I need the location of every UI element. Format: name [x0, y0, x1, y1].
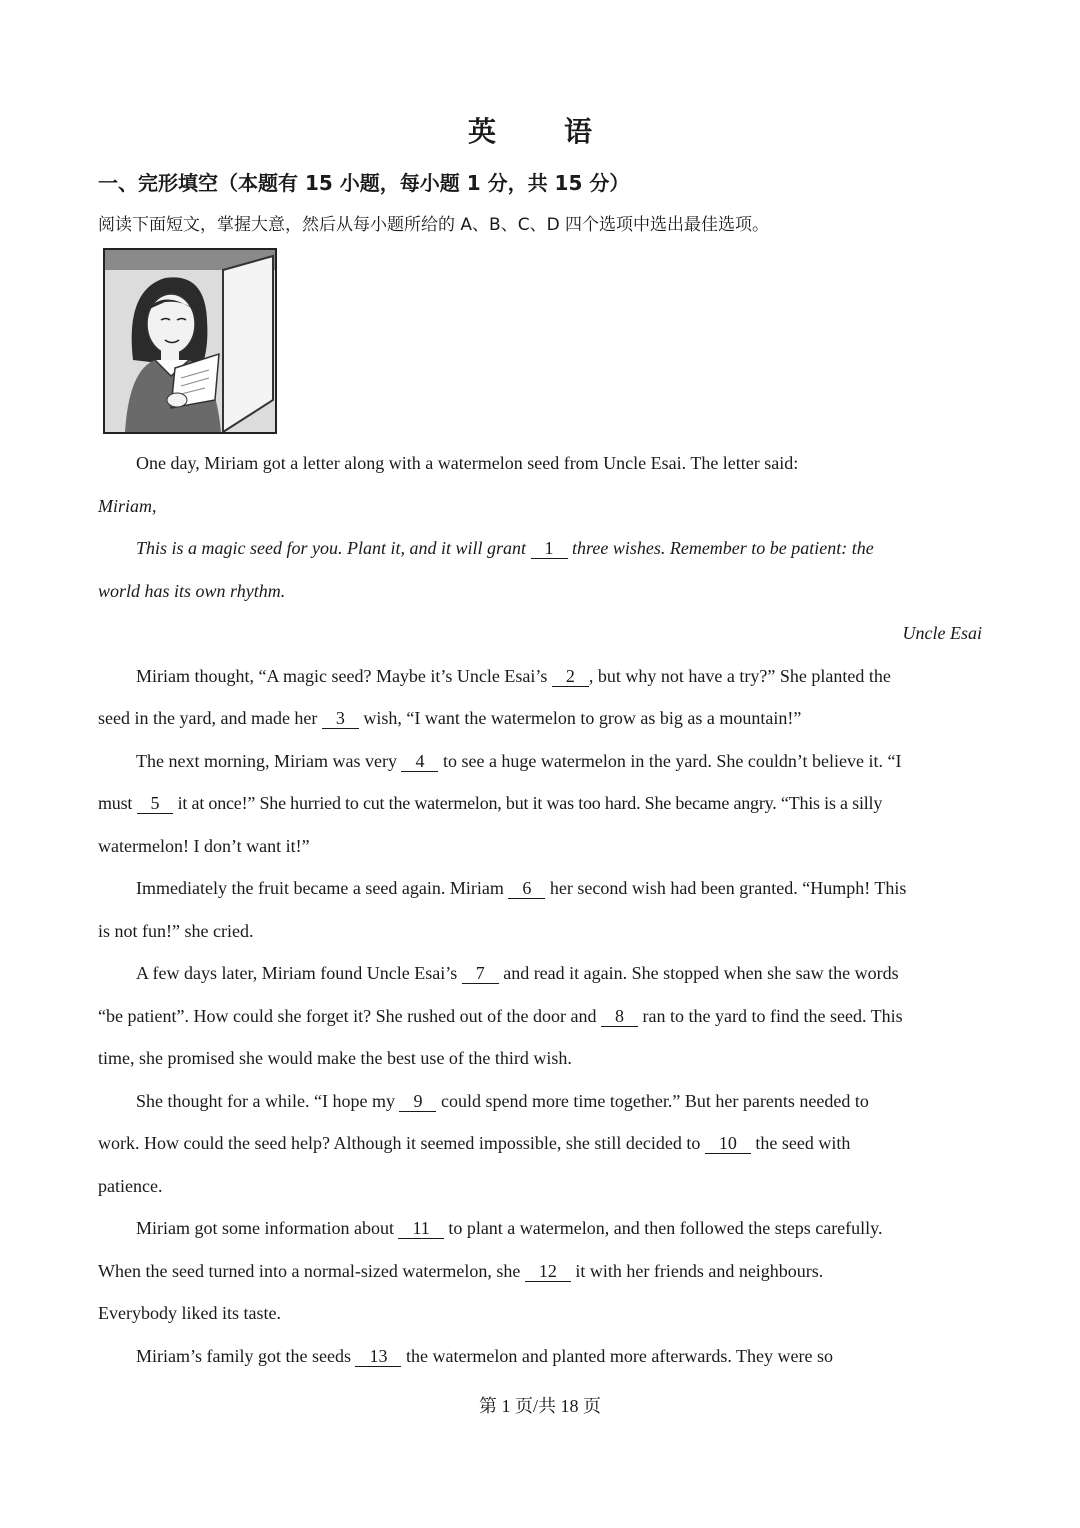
- passage-text: A few days later, Miriam found Uncle Esai’s: [136, 963, 462, 983]
- passage-text: One day, Miriam got a letter along with a watermelon seed from Uncle Esai. The letter said:: [136, 453, 799, 473]
- passage-text: and read it again. She stopped when she saw the words: [498, 963, 899, 983]
- blank-7: 7: [462, 963, 499, 984]
- passage-text: ran to the yard to find the seed. This: [638, 1005, 903, 1026]
- passage-text: three wishes. Remember to be patient: the: [567, 538, 874, 558]
- passage-line: [98, 1207, 982, 1250]
- passage-text: wish, “I want the watermelon to grow as big as a mountain!”: [358, 708, 802, 728]
- blank-12: 12: [525, 1261, 571, 1282]
- passage-text: She thought for a while. “I hope my: [136, 1090, 400, 1111]
- passage-text: Immediately the fruit became a seed again. Miriam: [136, 878, 509, 898]
- passage-line: [98, 995, 982, 1038]
- passage-text: her second wish had been granted. “Humph! This: [545, 878, 907, 898]
- blank-11: 11: [398, 1218, 443, 1239]
- passage-line: [98, 740, 982, 783]
- passage-line: [98, 1335, 982, 1378]
- passage-text: to see a huge watermelon in the yard. She couldn’t believe it. “I: [438, 750, 902, 771]
- passage-text: seed in the yard, and made her: [98, 708, 322, 728]
- passage-line: [98, 782, 982, 825]
- passage-text: the seed with: [750, 1133, 851, 1153]
- passage-line: [98, 655, 982, 698]
- passage-text: Miriam,: [98, 495, 157, 516]
- passage-text: could spend more time together.” But her parents needed to: [436, 1090, 869, 1111]
- passage-text: is not fun!” she cried.: [98, 920, 254, 941]
- passage-line: [98, 867, 982, 910]
- passage-line: [98, 1080, 982, 1123]
- passage-text: watermelon! I don’t want it!”: [98, 835, 310, 856]
- passage-text: Miriam’s family got the seeds: [136, 1345, 356, 1366]
- passage-text: world has its own rhythm.: [98, 580, 286, 601]
- passage-text: must: [98, 793, 137, 813]
- passage-line: [98, 1250, 982, 1293]
- passage-line: [98, 910, 982, 953]
- blank-13: 13: [355, 1346, 401, 1367]
- blank-5: 5: [137, 793, 174, 814]
- passage-text: When the seed turned into a normal-sized watermelon, she: [98, 1260, 525, 1281]
- passage-line: [98, 952, 982, 995]
- passage-line: [98, 1292, 982, 1335]
- section-heading: 一、完形填空（本题有 15 小题，每小题 1 分，共 15 分）: [98, 171, 630, 195]
- blank-6: 6: [508, 878, 545, 899]
- blank-4: 4: [401, 751, 438, 772]
- blank-8: 8: [601, 1006, 638, 1027]
- illustration-girl-reading-letter: [103, 248, 277, 434]
- blank-10: 10: [705, 1133, 751, 1154]
- section-instruction: 阅读下面短文，掌握大意，然后从每小题所给的 A、B、C、D 四个选项中选出最佳选项。: [98, 215, 770, 235]
- passage-line: [98, 1165, 982, 1208]
- passage-text: it at once!” She hurried to cut the watermelon, but it was too hard. She became angry. “This is a silly: [173, 793, 883, 813]
- passage-line: [98, 697, 982, 740]
- passage-text: This is a magic seed for you. Plant it, and it will grant: [136, 538, 531, 558]
- passage-text: to plant a watermelon, and then followed the steps carefully.: [443, 1218, 883, 1238]
- passage-text: “be patient”. How could she forget it? She rushed out of the door and: [98, 1005, 602, 1026]
- passage-text: time, she promised she would make the best use of the third wish.: [98, 1048, 572, 1068]
- letter-line: [98, 527, 982, 570]
- passage-line: [98, 1122, 982, 1165]
- passage-text: Miriam got some information about: [136, 1218, 399, 1238]
- passage-text: Everybody liked its taste.: [98, 1303, 281, 1323]
- cloze-passage: [98, 442, 982, 1377]
- passage-line: [98, 825, 982, 868]
- passage-line: [98, 442, 982, 485]
- letter-line: [98, 570, 982, 613]
- passage-text: work. How could the seed help? Although it seemed impossible, she still decided to: [98, 1133, 705, 1153]
- blank-9: 9: [399, 1091, 436, 1112]
- passage-line: [98, 1037, 982, 1080]
- passage-text: the watermelon and planted more afterwards. They were so: [401, 1345, 833, 1366]
- passage-text: Uncle Esai: [902, 623, 982, 643]
- blank-3: 3: [322, 708, 359, 729]
- letter-salutation: [98, 485, 982, 528]
- letter-signature: [98, 612, 982, 655]
- passage-text: Miriam thought, “A magic seed? Maybe it’s Uncle Esai’s: [136, 665, 552, 686]
- passage-text: , but why not have a try?” She planted the: [588, 665, 891, 686]
- passage-text: it with her friends and neighbours.: [570, 1260, 824, 1281]
- page-footer: 第 1 页/共 18 页: [478, 1396, 601, 1416]
- passage-text: patience.: [98, 1175, 163, 1196]
- page-title: 英 语: [467, 115, 612, 148]
- passage-text: The next morning, Miriam was very: [136, 750, 402, 771]
- blank-2: 2: [552, 666, 589, 687]
- blank-1: 1: [531, 538, 568, 559]
